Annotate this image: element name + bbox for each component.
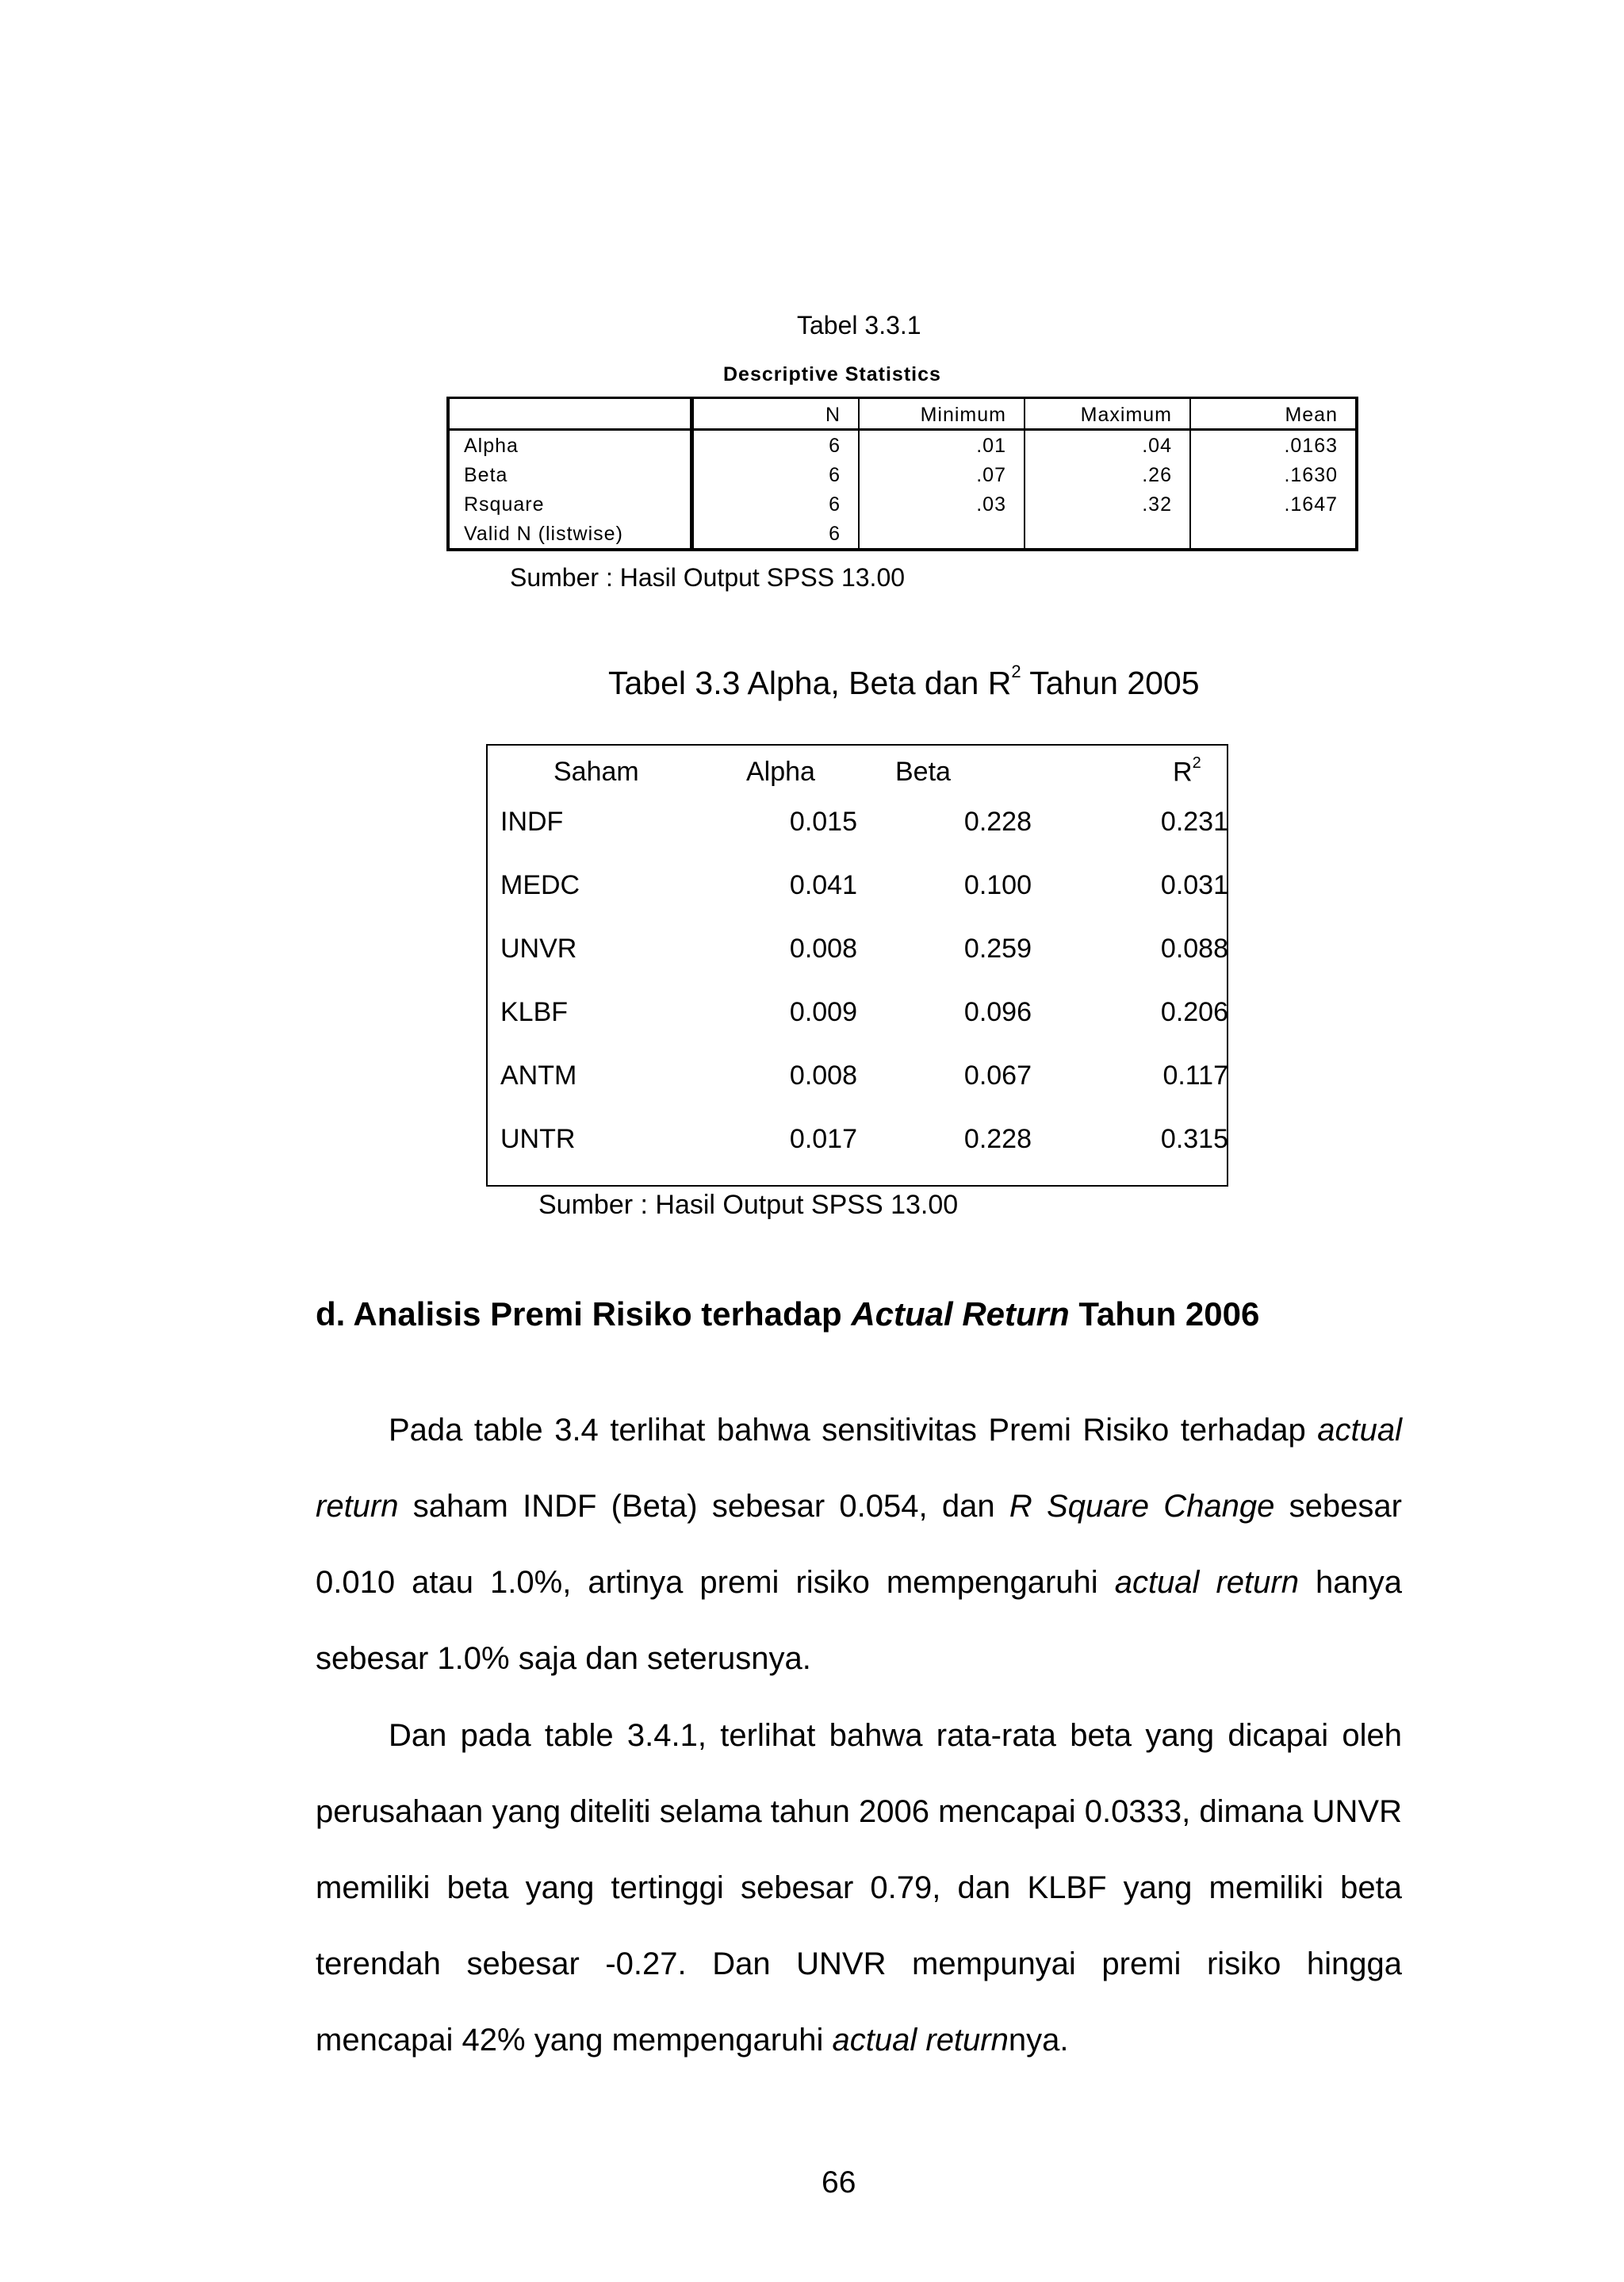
paragraph-1 bbox=[316, 1392, 1402, 1697]
header-cell: Minimum bbox=[859, 398, 1025, 430]
header-cell bbox=[448, 398, 692, 430]
header-r: R bbox=[1173, 757, 1193, 787]
table-cell: 6 bbox=[692, 519, 860, 550]
table-cell: 0.015 bbox=[789, 807, 857, 837]
table-row bbox=[448, 460, 1357, 489]
table-row bbox=[448, 519, 1357, 550]
header-cell: Mean bbox=[1190, 398, 1357, 430]
table-row bbox=[486, 980, 1243, 1044]
row-label: ANTM bbox=[500, 1060, 577, 1091]
table-row bbox=[486, 1107, 1243, 1171]
caption-text: Tabel 3.3 Alpha, Beta dan R bbox=[608, 665, 1012, 701]
table-cell: 0.008 bbox=[789, 934, 857, 964]
table-cell: 0.228 bbox=[963, 1124, 1032, 1154]
table-row bbox=[486, 853, 1243, 917]
text-run: Dan pada table 3.4.1, terlihat bahwa rata-rata beta yang dicapai oleh perusahaan yang diteliti selama tahun 2006 mencapai 0.0333, dimana UNVR memiliki beta yang tertinggi sebesar 0.79, dan KLBF yang memiliki beta terendah sebesar -0.27. Dan UNVR mempunyai premi risiko hingga mencapai 42% yang mempengaruhi bbox=[316, 1718, 1402, 2058]
text-run: sebesar 0.010 atau 1.0%, artinya premi risiko mempengaruhi bbox=[316, 1489, 1402, 1600]
italic-run: actual return bbox=[316, 1413, 1402, 1524]
table-cell bbox=[1025, 519, 1190, 550]
header-superscript: 2 bbox=[1192, 754, 1201, 772]
header-cell: Saham bbox=[553, 757, 639, 787]
italic-run: actual return bbox=[832, 2023, 1009, 2058]
table-cell: .0163 bbox=[1190, 430, 1357, 461]
table-cell: 0.031 bbox=[1160, 870, 1228, 900]
row-label: Beta bbox=[448, 460, 692, 489]
section-heading bbox=[316, 1295, 1259, 1333]
table-row bbox=[486, 790, 1243, 853]
header-cell: Beta bbox=[895, 757, 951, 787]
table-3-3-caption bbox=[608, 662, 1200, 702]
row-label: UNVR bbox=[500, 934, 577, 964]
row-label: INDF bbox=[500, 807, 564, 837]
table-cell bbox=[859, 519, 1025, 550]
table-row bbox=[448, 489, 1357, 519]
header-cell: N bbox=[692, 398, 860, 430]
caption-tail: Tahun 2005 bbox=[1021, 665, 1200, 701]
table-3-3-1-subtitle: Descriptive Statistics bbox=[723, 363, 941, 385]
table-header-row bbox=[448, 398, 1357, 430]
table-cell: 6 bbox=[692, 489, 860, 519]
table-3-3-1-caption: Tabel 3.3.1 bbox=[797, 311, 921, 339]
table-cell: 6 bbox=[692, 430, 860, 461]
table-cell: 0.009 bbox=[789, 997, 857, 1027]
text-run: hanya sebesar 1.0% saja dan seterusnya. bbox=[316, 1565, 1402, 1676]
header-cell: Maximum bbox=[1025, 398, 1190, 430]
table-row bbox=[486, 917, 1243, 980]
table-3-3-1-source: Sumber : Hasil Output SPSS 13.00 bbox=[510, 563, 906, 592]
paragraph-2 bbox=[316, 1697, 1402, 2078]
table-cell: 0.259 bbox=[963, 934, 1032, 964]
table-cell: 0.228 bbox=[963, 807, 1032, 837]
table-cell: .07 bbox=[859, 460, 1025, 489]
table-cell: .26 bbox=[1025, 460, 1190, 489]
row-label: UNTR bbox=[500, 1124, 576, 1154]
text-run: Pada table 3.4 terlihat bahwa sensitivitas Premi Risiko terhadap bbox=[389, 1413, 1318, 1448]
table-row bbox=[486, 1044, 1243, 1107]
table-cell: 0.041 bbox=[789, 870, 857, 900]
descriptive-statistics-table bbox=[446, 397, 1358, 551]
table-cell: 0.231 bbox=[1160, 807, 1228, 837]
row-label: Valid N (listwise) bbox=[448, 519, 692, 550]
table-cell: 0.017 bbox=[789, 1124, 857, 1154]
table-cell bbox=[1190, 519, 1357, 550]
italic-run: actual return bbox=[1114, 1565, 1299, 1600]
italic-run: R Square Change bbox=[1009, 1489, 1275, 1524]
table-cell: .1630 bbox=[1190, 460, 1357, 489]
row-label: Alpha bbox=[448, 430, 692, 461]
table-cell: 0.206 bbox=[1160, 997, 1228, 1027]
heading-suffix: Tahun 2006 bbox=[1069, 1295, 1260, 1333]
table-cell: .04 bbox=[1025, 430, 1190, 461]
page-number: 66 bbox=[822, 2165, 856, 2200]
table-cell: 0.100 bbox=[963, 870, 1032, 900]
table-3-3-source: Sumber : Hasil Output SPSS 13.00 bbox=[538, 1190, 959, 1220]
table-cell: 0.008 bbox=[789, 1060, 857, 1091]
text-run: saham INDF (Beta) sebesar 0.054, dan bbox=[398, 1489, 1009, 1524]
alpha-beta-r2-table bbox=[486, 744, 1243, 1171]
row-label: Rsquare bbox=[448, 489, 692, 519]
table-cell: .03 bbox=[859, 489, 1025, 519]
table-cell: .1647 bbox=[1190, 489, 1357, 519]
header-cell bbox=[1032, 744, 1243, 790]
heading-prefix: d. Analisis Premi Risiko terhadap bbox=[316, 1295, 852, 1333]
heading-italic: Actual Return bbox=[851, 1295, 1070, 1333]
table-cell: 0.088 bbox=[1160, 934, 1228, 964]
table-cell: 6 bbox=[692, 460, 860, 489]
table-cell: 0.067 bbox=[963, 1060, 1032, 1091]
table-cell: .01 bbox=[859, 430, 1025, 461]
row-label: MEDC bbox=[500, 870, 580, 900]
table-cell: 0.315 bbox=[1160, 1124, 1228, 1154]
text-run: nya. bbox=[1008, 2023, 1069, 2058]
header-cell: Alpha bbox=[746, 757, 815, 787]
table-header-row bbox=[486, 744, 1243, 790]
caption-superscript: 2 bbox=[1011, 662, 1021, 682]
table-cell: 0.096 bbox=[963, 997, 1032, 1027]
table-cell: .32 bbox=[1025, 489, 1190, 519]
table-row bbox=[448, 430, 1357, 461]
row-label: KLBF bbox=[500, 997, 569, 1027]
table-cell: 0.117 bbox=[1162, 1060, 1228, 1091]
